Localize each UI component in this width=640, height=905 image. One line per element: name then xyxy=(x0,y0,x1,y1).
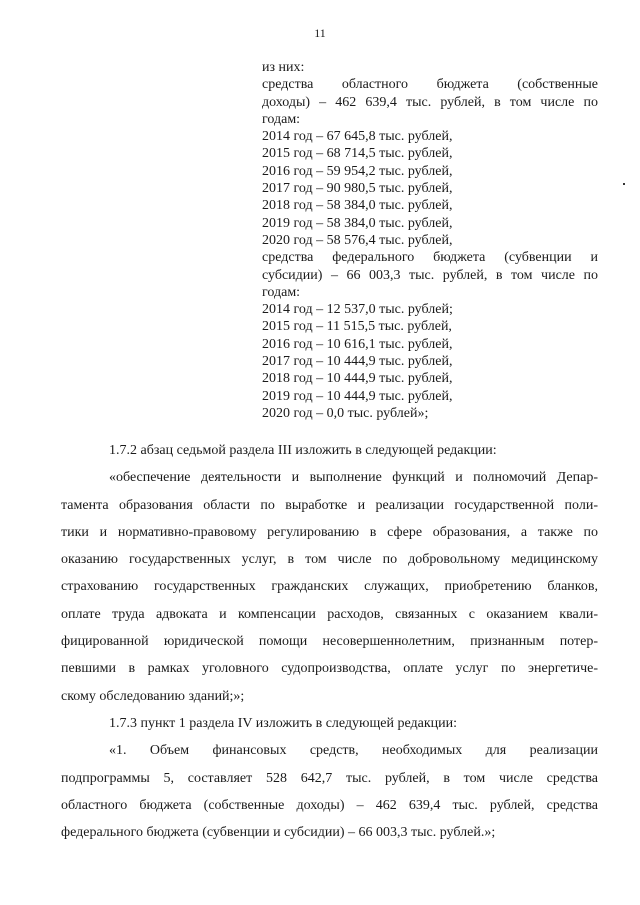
scan-speck xyxy=(623,183,625,185)
column-line: из них: xyxy=(262,60,305,75)
body-line: фицированной юридической помощи несовершеннолетним, признанным потер- xyxy=(61,634,598,650)
column-line: 2019 год – 58 384,0 тыс. рублей, xyxy=(262,215,453,231)
column-line: 2018 год – 10 444,9 тыс. рублей, xyxy=(262,371,453,387)
column-line: 2015 год – 68 714,5 тыс. рублей, xyxy=(262,146,453,162)
column-line: доходы) – 462 639,4 тыс. рублей, в том числе по xyxy=(262,94,598,110)
column-line: 2014 год – 67 645,8 тыс. рублей, xyxy=(262,129,453,145)
body-line: «1. Объем финансовых средств, необходимых для реализации xyxy=(109,743,598,759)
column-line: 2015 год – 11 515,5 тыс. рублей, xyxy=(262,319,452,335)
column-line: годам: xyxy=(262,284,301,300)
column-line: 2020 год – 58 576,4 тыс. рублей, xyxy=(262,232,453,248)
page-number: 11 xyxy=(314,26,326,40)
column-line: средства областного бюджета (собственные xyxy=(262,77,598,93)
body-line: скому обследованию зданий;»; xyxy=(61,688,245,704)
body-line: тамента образования области по выработке и реализации государственной поли- xyxy=(61,497,598,513)
column-line: 2017 год – 90 980,5 тыс. рублей, xyxy=(262,181,453,197)
column-line: средства федерального бюджета (субвенции и xyxy=(262,250,598,266)
body-line: певшими в рамках уголовного судопроизводства, оплате услуг по энергетиче- xyxy=(61,661,598,677)
body-text xyxy=(61,437,598,846)
column-line: 2019 год – 10 444,9 тыс. рублей, xyxy=(262,388,453,404)
paragraph-heading: 1.7.2 абзац седьмой раздела III изложить в следующей редакции: xyxy=(109,443,497,458)
column-line: 2020 год – 0,0 тыс. рублей»; xyxy=(262,405,429,421)
body-line: оказанию государственных услуг, в том числе по добровольному медицинскому xyxy=(61,552,598,568)
paragraph-heading: 1.7.3 пункт 1 раздела IV изложить в следующей редакции: xyxy=(109,715,458,731)
column-line: 2014 год – 12 537,0 тыс. рублей; xyxy=(262,302,453,318)
body-line: тики и нормативно-правовому регулированию в сфере образования, а также по xyxy=(61,524,598,540)
column-line: годам: xyxy=(262,111,301,127)
funding-column xyxy=(262,59,598,422)
column-line: субсидии) – 66 003,3 тыс. рублей, в том числе по xyxy=(262,267,598,283)
body-line: «обеспечение деятельности и выполнение функций и полномочий Депар- xyxy=(109,470,598,486)
column-line: 2016 год – 59 954,2 тыс. рублей, xyxy=(262,163,453,179)
body-line: областного бюджета (собственные доходы) – 462 639,4 тыс. рублей, средства xyxy=(61,797,598,813)
body-line: подпрограммы 5, составляет 528 642,7 тыс. рублей, в том числе средства xyxy=(61,770,598,786)
column-line: 2017 год – 10 444,9 тыс. рублей, xyxy=(262,354,453,370)
body-line: федерального бюджета (субвенции и субсидии) – 66 003,3 тыс. рублей.»; xyxy=(61,825,496,841)
body-line: оплате труда адвоката и компенсации расходов, связанных с оказанием квали- xyxy=(61,606,598,622)
column-line: 2018 год – 58 384,0 тыс. рублей, xyxy=(262,198,453,214)
column-line: 2016 год – 10 616,1 тыс. рублей, xyxy=(262,336,453,352)
body-line: страхованию государственных гражданских служащих, приобретению бланков, xyxy=(61,579,598,595)
